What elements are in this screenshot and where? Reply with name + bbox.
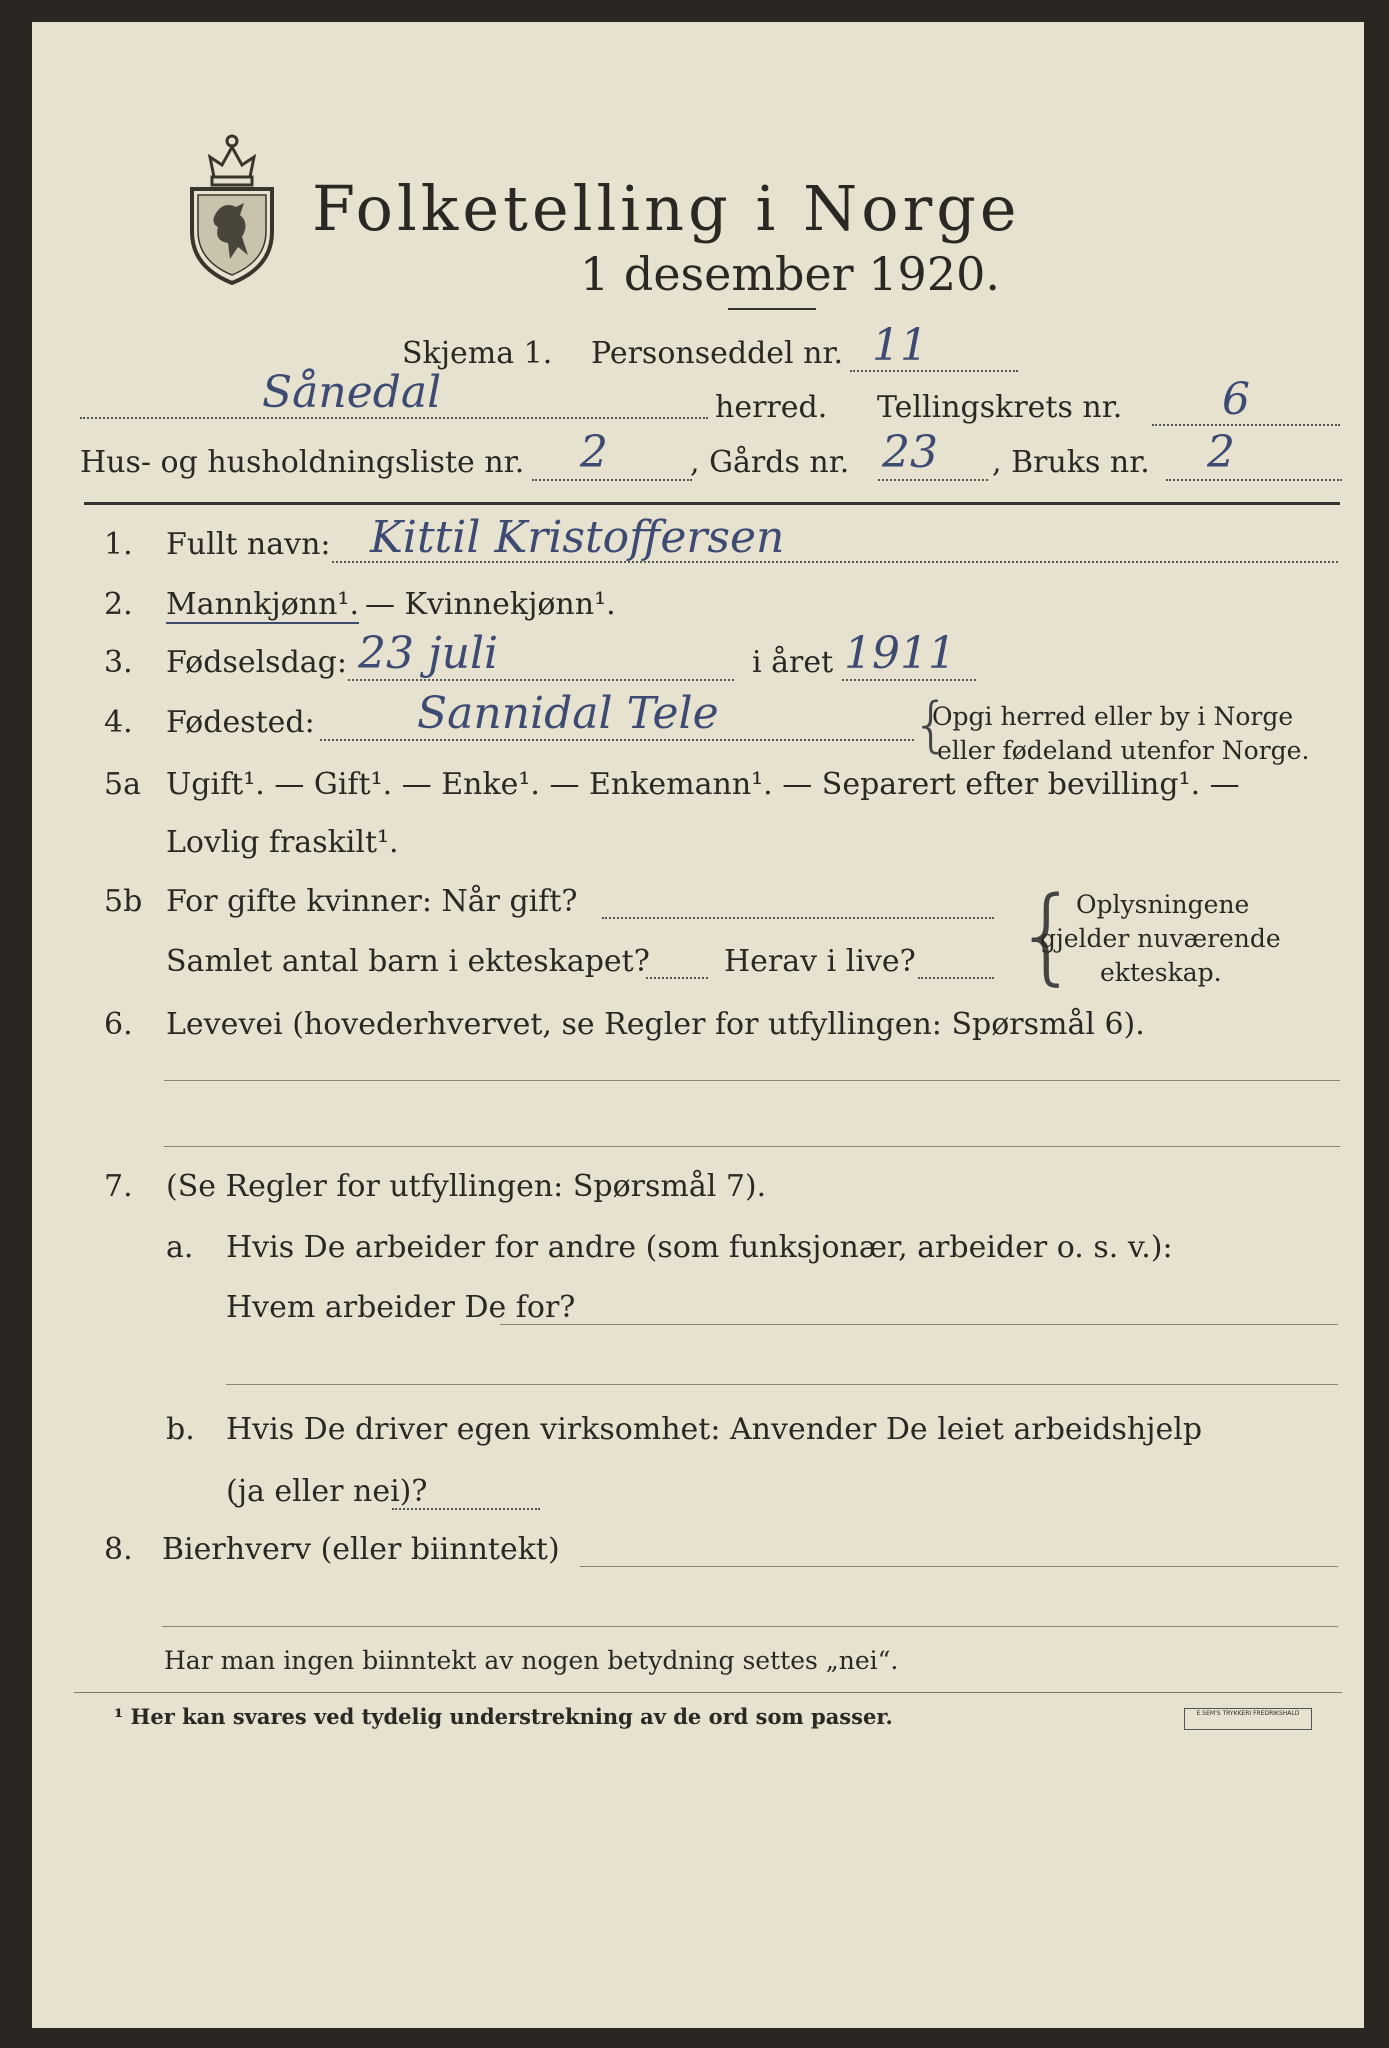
side-income-line[interactable] — [580, 1566, 1338, 1567]
hus-label: Hus- og husholdningsliste nr. — [80, 445, 525, 480]
header-divider — [84, 502, 1340, 505]
hus-value[interactable]: 2 — [580, 427, 608, 478]
hus-line — [532, 479, 692, 481]
full-name-value[interactable]: Kittil Kristoffersen — [370, 512, 785, 563]
q5b-note-1: Oplysningene — [1076, 890, 1250, 919]
year-label: i året — [752, 645, 834, 680]
employer-line-2[interactable] — [226, 1384, 1338, 1385]
personseddel-label: Personseddel nr. — [591, 336, 844, 371]
when-married-line[interactable] — [602, 917, 994, 919]
q7a-line2: Hvem arbeider De for? — [226, 1290, 576, 1325]
children-count-line[interactable] — [646, 977, 708, 979]
printer-stamp: E.SEM'S TRYKKERI FREDRIKSHALD — [1184, 1708, 1312, 1730]
q6-number: 6. — [104, 1007, 133, 1042]
gards-value[interactable]: 23 — [882, 427, 938, 478]
title-rule — [728, 308, 816, 310]
q7-number: 7. — [104, 1169, 133, 1204]
tellingskrets-value[interactable]: 6 — [1222, 374, 1250, 425]
year-line — [842, 679, 976, 681]
q5b-brace: { — [1014, 874, 1081, 996]
employer-line[interactable] — [500, 1324, 1338, 1325]
mannkjonn-option[interactable]: Mannkjønn¹. — [166, 587, 359, 622]
q6-label: Levevei (hovederhvervet, se Regler for utfyllingen: Spørsmål 6). — [166, 1007, 1145, 1042]
hired-help-line[interactable] — [392, 1508, 540, 1510]
birth-date-value[interactable]: 23 juli — [358, 628, 499, 679]
lovlig-fraskilt-option[interactable]: Lovlig fraskilt¹. — [166, 825, 399, 860]
form-title: Folketelling i Norge — [312, 172, 1021, 245]
q5b-note-2: gjelder nuværende — [1040, 924, 1281, 953]
q5b-note-3: ekteskap. — [1100, 958, 1222, 987]
q5b-living-children: Herav i live? — [724, 944, 916, 979]
q7b-line1: Hvis De driver egen virksomhet: Anvender De leiet arbeidshjelp — [226, 1412, 1203, 1447]
marital-status-options[interactable]: Ugift¹. — Gift¹. — Enke¹. — Enkemann¹. — Separert efter bevilling¹. — — [166, 767, 1240, 802]
q1-label: Fullt navn: — [166, 527, 331, 562]
bruks-value[interactable]: 2 — [1207, 427, 1235, 478]
q3-label: Fødselsdag: — [166, 645, 347, 680]
q8-number: 8. — [104, 1532, 133, 1567]
q6-answer-line-1[interactable] — [164, 1080, 1340, 1081]
q7b-line2: (ja eller nei)? — [226, 1474, 428, 1509]
living-children-line[interactable] — [918, 977, 994, 979]
kvinnekjonn-option[interactable]: — Kvinnekjønn¹. — [365, 587, 616, 622]
q8-label: Bierhverv (eller biinntekt) — [162, 1532, 560, 1567]
tellingskrets-label: Tellingskrets nr. — [877, 390, 1123, 425]
note-brace: { — [912, 690, 951, 760]
q5b-number: 5b — [104, 884, 143, 919]
bruks-label: , Bruks nr. — [992, 445, 1150, 480]
q5a-number: 5a — [104, 767, 141, 802]
coat-of-arms-icon — [184, 127, 280, 285]
personseddel-value[interactable]: 11 — [872, 320, 928, 371]
census-form-page — [32, 22, 1364, 2028]
census-date: 1 desember 1920. — [580, 247, 1000, 301]
q6-answer-line-2[interactable] — [164, 1146, 1340, 1147]
q7b-letter: b. — [166, 1412, 195, 1447]
q4-note-2: eller fødeland utenfor Norge. — [937, 736, 1310, 765]
q7a-line1: Hvis De arbeider for andre (som funksjonær, arbeider o. s. v.): — [226, 1230, 1173, 1265]
q7a-letter: a. — [166, 1230, 194, 1265]
birth-year-value[interactable]: 1911 — [844, 628, 956, 679]
no-income-note: Har man ingen biinntekt av nogen betydning settes „nei“. — [164, 1646, 899, 1675]
footnote-text: ¹ Her kan svares ved tydelig understrekning av de ord som passer. — [114, 1704, 893, 1729]
show-through — [1232, 107, 1239, 132]
birthplace-value[interactable]: Sannidal Tele — [417, 688, 719, 739]
q4-note-1: Opgi herred eller by i Norge — [932, 702, 1294, 731]
gards-line — [878, 479, 988, 481]
skjema-label: Skjema 1. — [402, 336, 553, 371]
q4-line — [320, 739, 914, 741]
side-income-line-2[interactable] — [162, 1626, 1338, 1627]
q5b-when-married: For gifte kvinner: Når gift? — [166, 884, 578, 919]
q7-label: (Se Regler for utfyllingen: Spørsmål 7). — [166, 1169, 767, 1204]
herred-value[interactable]: Sånedal — [262, 367, 442, 418]
q4-label: Fødested: — [166, 705, 315, 740]
q4-number: 4. — [104, 705, 133, 740]
bruks-line — [1166, 479, 1342, 481]
q3-number: 3. — [104, 645, 133, 680]
footnote-rule — [74, 1692, 1342, 1693]
gards-label: , Gårds nr. — [690, 445, 850, 480]
q5b-children-count: Samlet antal barn i ekteskapet? — [166, 944, 650, 979]
herred-label: herred. — [715, 390, 828, 425]
q3-date-line — [348, 679, 734, 681]
q2-number: 2. — [104, 587, 133, 622]
q1-number: 1. — [104, 527, 133, 562]
